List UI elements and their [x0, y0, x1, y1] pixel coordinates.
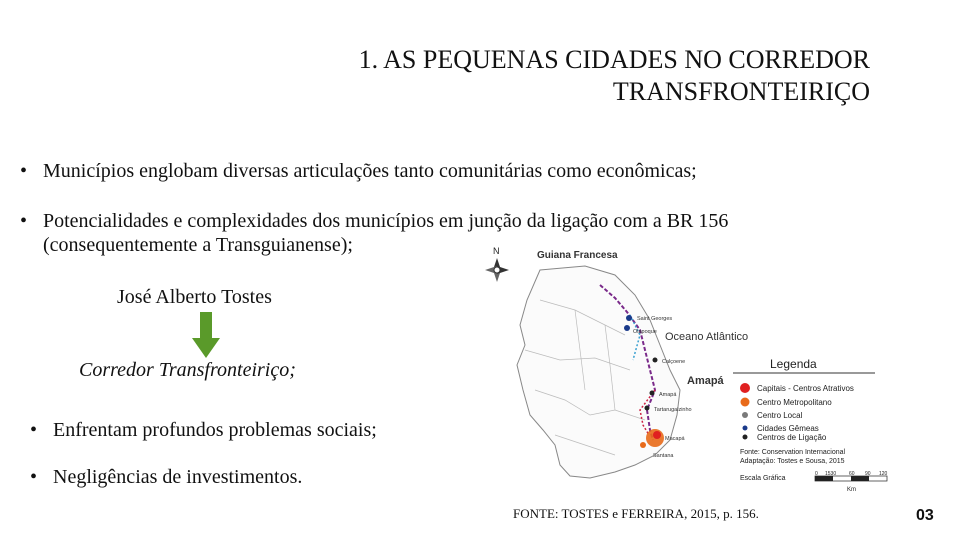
bullet-item — [20, 159, 860, 183]
legend-swatch — [740, 383, 750, 393]
compass-north-label: N — [493, 246, 500, 256]
bullet-dot: • — [20, 160, 28, 182]
slide-title — [150, 44, 870, 108]
bullet-item — [30, 418, 460, 442]
scale-tick: 0 — [815, 471, 818, 477]
scale-tick: 90 — [865, 471, 871, 477]
legend-label: Centro Metropolitano — [757, 398, 832, 407]
scale-tick: 1530 — [825, 471, 837, 477]
city-marker — [624, 325, 630, 331]
scale-title: Escala Gráfica — [740, 475, 786, 482]
city-label: Santana — [653, 453, 674, 459]
legend-label: Cidades Gêmeas — [757, 424, 819, 433]
legend-label: Centro Local — [757, 411, 803, 420]
bullet-text: Negligências de investimentos. — [53, 466, 303, 488]
page-number: 03 — [916, 507, 934, 524]
city-marker — [653, 358, 658, 363]
legend-label: Centros de Ligação — [757, 433, 827, 442]
city-label: Saint Georges — [637, 316, 673, 322]
legend-swatch — [742, 412, 748, 418]
source-citation: FONTE: TOSTES e FERREIRA, 2015, p. 156. — [513, 506, 759, 521]
amapa-map — [465, 240, 910, 502]
legend-swatch — [743, 435, 748, 440]
bullet-text: Enfrentam profundos problemas sociais; — [53, 419, 377, 441]
city-marker — [640, 442, 646, 448]
legend-label: Capitais - Centros Atrativos — [757, 384, 854, 393]
city-marker — [645, 406, 650, 411]
bullet-text: Potencialidades e complexidades dos municípios em junção da ligação com a BR 156 (consequentemente a Transguianense); — [43, 210, 729, 256]
scale-tick: 120 — [879, 471, 888, 477]
bullet-dot: • — [30, 419, 38, 441]
city-marker — [653, 431, 661, 439]
legend-adaptation: Adaptação: Tostes e Sousa, 2015 — [740, 458, 845, 465]
down-arrow-icon — [192, 312, 220, 358]
city-label: Amapá — [659, 392, 677, 398]
city-label: Oiapoque — [633, 329, 657, 335]
region-label: Guiana Francesa — [537, 250, 618, 261]
state-label: Amapá — [687, 375, 724, 387]
legend-swatch — [741, 398, 750, 407]
city-label: Macapá — [665, 436, 685, 442]
city-marker — [650, 391, 655, 396]
legend-title: Legenda — [770, 357, 817, 371]
legend-swatch — [743, 426, 748, 431]
corridor-label: Corredor Transfronteiriço; — [79, 359, 296, 381]
bullet-item — [30, 465, 460, 489]
scale-unit: Km — [847, 487, 856, 493]
bullet-dot: • — [30, 466, 38, 488]
scale-tick: 60 — [849, 471, 855, 477]
city-label: Tartarugalzinho — [654, 407, 692, 413]
city-label: Calçoene — [662, 359, 686, 365]
compass-icon — [485, 246, 509, 282]
map-legend — [733, 357, 888, 493]
bullet-text: Municípios englobam diversas articulações tanto comunitárias como econômicas; — [43, 160, 697, 182]
slide-title-line-1: 1. AS PEQUENAS CIDADES NO CORREDOR — [358, 45, 870, 74]
slide-title-line-2: TRANSFRONTEIRIÇO — [612, 77, 870, 106]
ocean-label: Oceano Atlântico — [665, 331, 749, 343]
legend-source: Fonte: Conservation Internacional — [740, 449, 846, 456]
city-marker — [626, 315, 632, 321]
bullet-dot: • — [20, 210, 28, 232]
author-name: José Alberto Tostes — [117, 286, 272, 308]
